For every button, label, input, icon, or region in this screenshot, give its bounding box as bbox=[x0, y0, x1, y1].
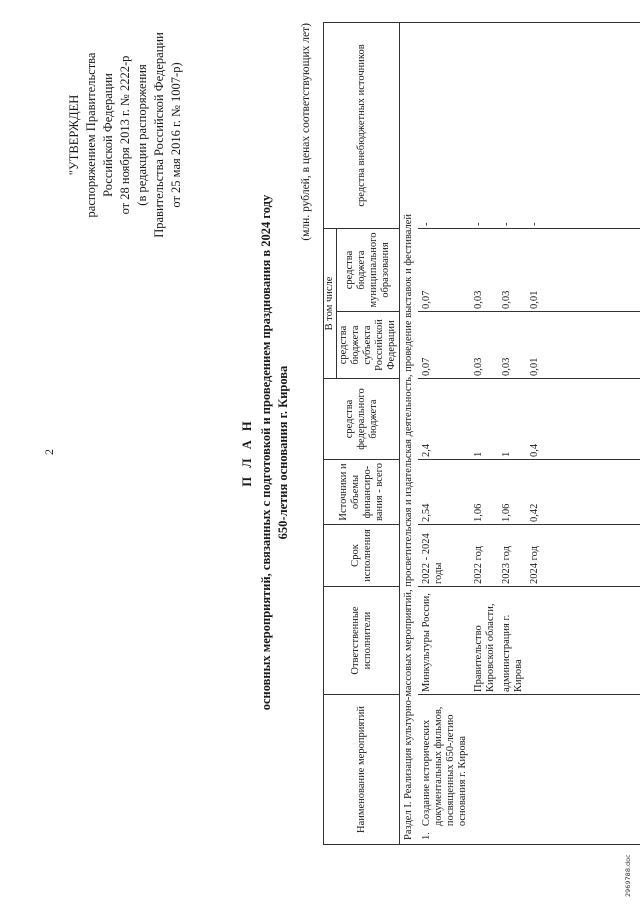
deadline-cell: 2024 год bbox=[526, 525, 640, 587]
header-municipal: средства бюджета муниципального образования bbox=[337, 228, 400, 311]
municipal-cell: 0,03 bbox=[498, 228, 526, 311]
section-title: Раздел I. Реализация культурно-массовых мероприятий, просветительская и издательская деятельность, проведение выставок и фестивалей bbox=[400, 22, 419, 844]
table-row bbox=[418, 22, 470, 844]
federal-cell: 2,4 bbox=[418, 379, 470, 460]
deadline-cell: 2022 год bbox=[470, 525, 498, 587]
total-cell: 1,06 bbox=[498, 460, 526, 525]
header-including: В том числе bbox=[324, 228, 337, 378]
plan-table bbox=[323, 22, 640, 845]
plan-subtitle-line: основных мероприятий, связанных с подготовкой и проведением празднования в 2024 году bbox=[259, 194, 273, 711]
approval-line: от 25 мая 2016 г. № 1007-р) bbox=[169, 62, 183, 208]
extrabudget-cell: - bbox=[498, 22, 526, 228]
federal-cell: 1 bbox=[470, 379, 498, 460]
municipal-cell: 0,01 bbox=[526, 228, 640, 311]
plan-subtitle bbox=[258, 0, 292, 905]
plan-subtitle-line: 650-летия основания г. Кирова bbox=[276, 365, 290, 540]
event-name: Создание исторических документальных фильмов, посвященных 650-летию основания г. Кирова bbox=[421, 706, 468, 827]
regional-cell: 0,03 bbox=[498, 312, 526, 379]
federal-cell: 0,4 bbox=[526, 379, 640, 460]
regional-cell: 0,01 bbox=[526, 312, 640, 379]
header-executors: Ответственные исполнители bbox=[324, 587, 400, 695]
units-note: (млн. рублей, в ценах соответствующих лет) bbox=[300, 23, 312, 241]
approval-line: Российской Федерации bbox=[101, 73, 115, 197]
total-cell: 0,42 bbox=[526, 460, 640, 525]
total-cell: 1,06 bbox=[470, 460, 498, 525]
approval-stamp bbox=[66, 15, 185, 255]
table-row bbox=[498, 22, 526, 844]
document-file-id: 2969788.doc bbox=[624, 854, 632, 897]
table-row bbox=[470, 22, 498, 844]
header-federal: средства федерального бюджета bbox=[324, 379, 400, 460]
executor-cell bbox=[526, 587, 640, 695]
approval-line: "УТВЕРЖДЕН bbox=[67, 94, 81, 176]
regional-cell: 0,07 bbox=[418, 312, 470, 379]
table-row bbox=[526, 22, 640, 844]
executor-cell: Минкультуры России, bbox=[418, 587, 470, 695]
municipal-cell: 0,07 bbox=[418, 228, 470, 311]
section-row bbox=[400, 22, 419, 844]
event-cell bbox=[470, 695, 498, 845]
approval-line: Правительства Российской Федерации bbox=[152, 32, 166, 238]
executor-cell: Правительство Кировской области, bbox=[470, 587, 498, 695]
deadline-cell: 2022 - 2024 годы bbox=[418, 525, 470, 587]
municipal-cell: 0,03 bbox=[470, 228, 498, 311]
approval-line: (в редакции распоряжения bbox=[135, 64, 149, 206]
regional-cell: 0,03 bbox=[470, 312, 498, 379]
extrabudget-cell: - bbox=[526, 22, 640, 228]
extrabudget-cell: - bbox=[470, 22, 498, 228]
event-cell bbox=[526, 695, 640, 845]
page-number: 2 bbox=[42, 449, 56, 455]
total-cell: 2,54 bbox=[418, 460, 470, 525]
plan-title: П Л А Н bbox=[240, 418, 254, 487]
event-cell bbox=[498, 695, 526, 845]
deadline-cell: 2023 год bbox=[498, 525, 526, 587]
header-event: Наименование мероприятий bbox=[324, 695, 400, 845]
row-number: 1. bbox=[421, 832, 432, 840]
approval-line: распоряжением Правительства bbox=[84, 52, 98, 218]
federal-cell: 1 bbox=[498, 379, 526, 460]
header-total: Источники и объемы финансиро-вания - всего bbox=[324, 460, 400, 525]
executor-cell: администрация г. Кирова bbox=[498, 587, 526, 695]
extrabudget-cell: - bbox=[418, 22, 470, 228]
header-deadline: Срок исполнения bbox=[324, 525, 400, 587]
header-regional: средства бюджета субъекта Российской Федерации bbox=[337, 312, 400, 379]
header-extrabudget: средства внебюджетных источников bbox=[324, 22, 400, 228]
event-cell bbox=[418, 695, 470, 845]
approval-line: от 28 ноября 2013 г. № 2222-р bbox=[118, 55, 132, 215]
